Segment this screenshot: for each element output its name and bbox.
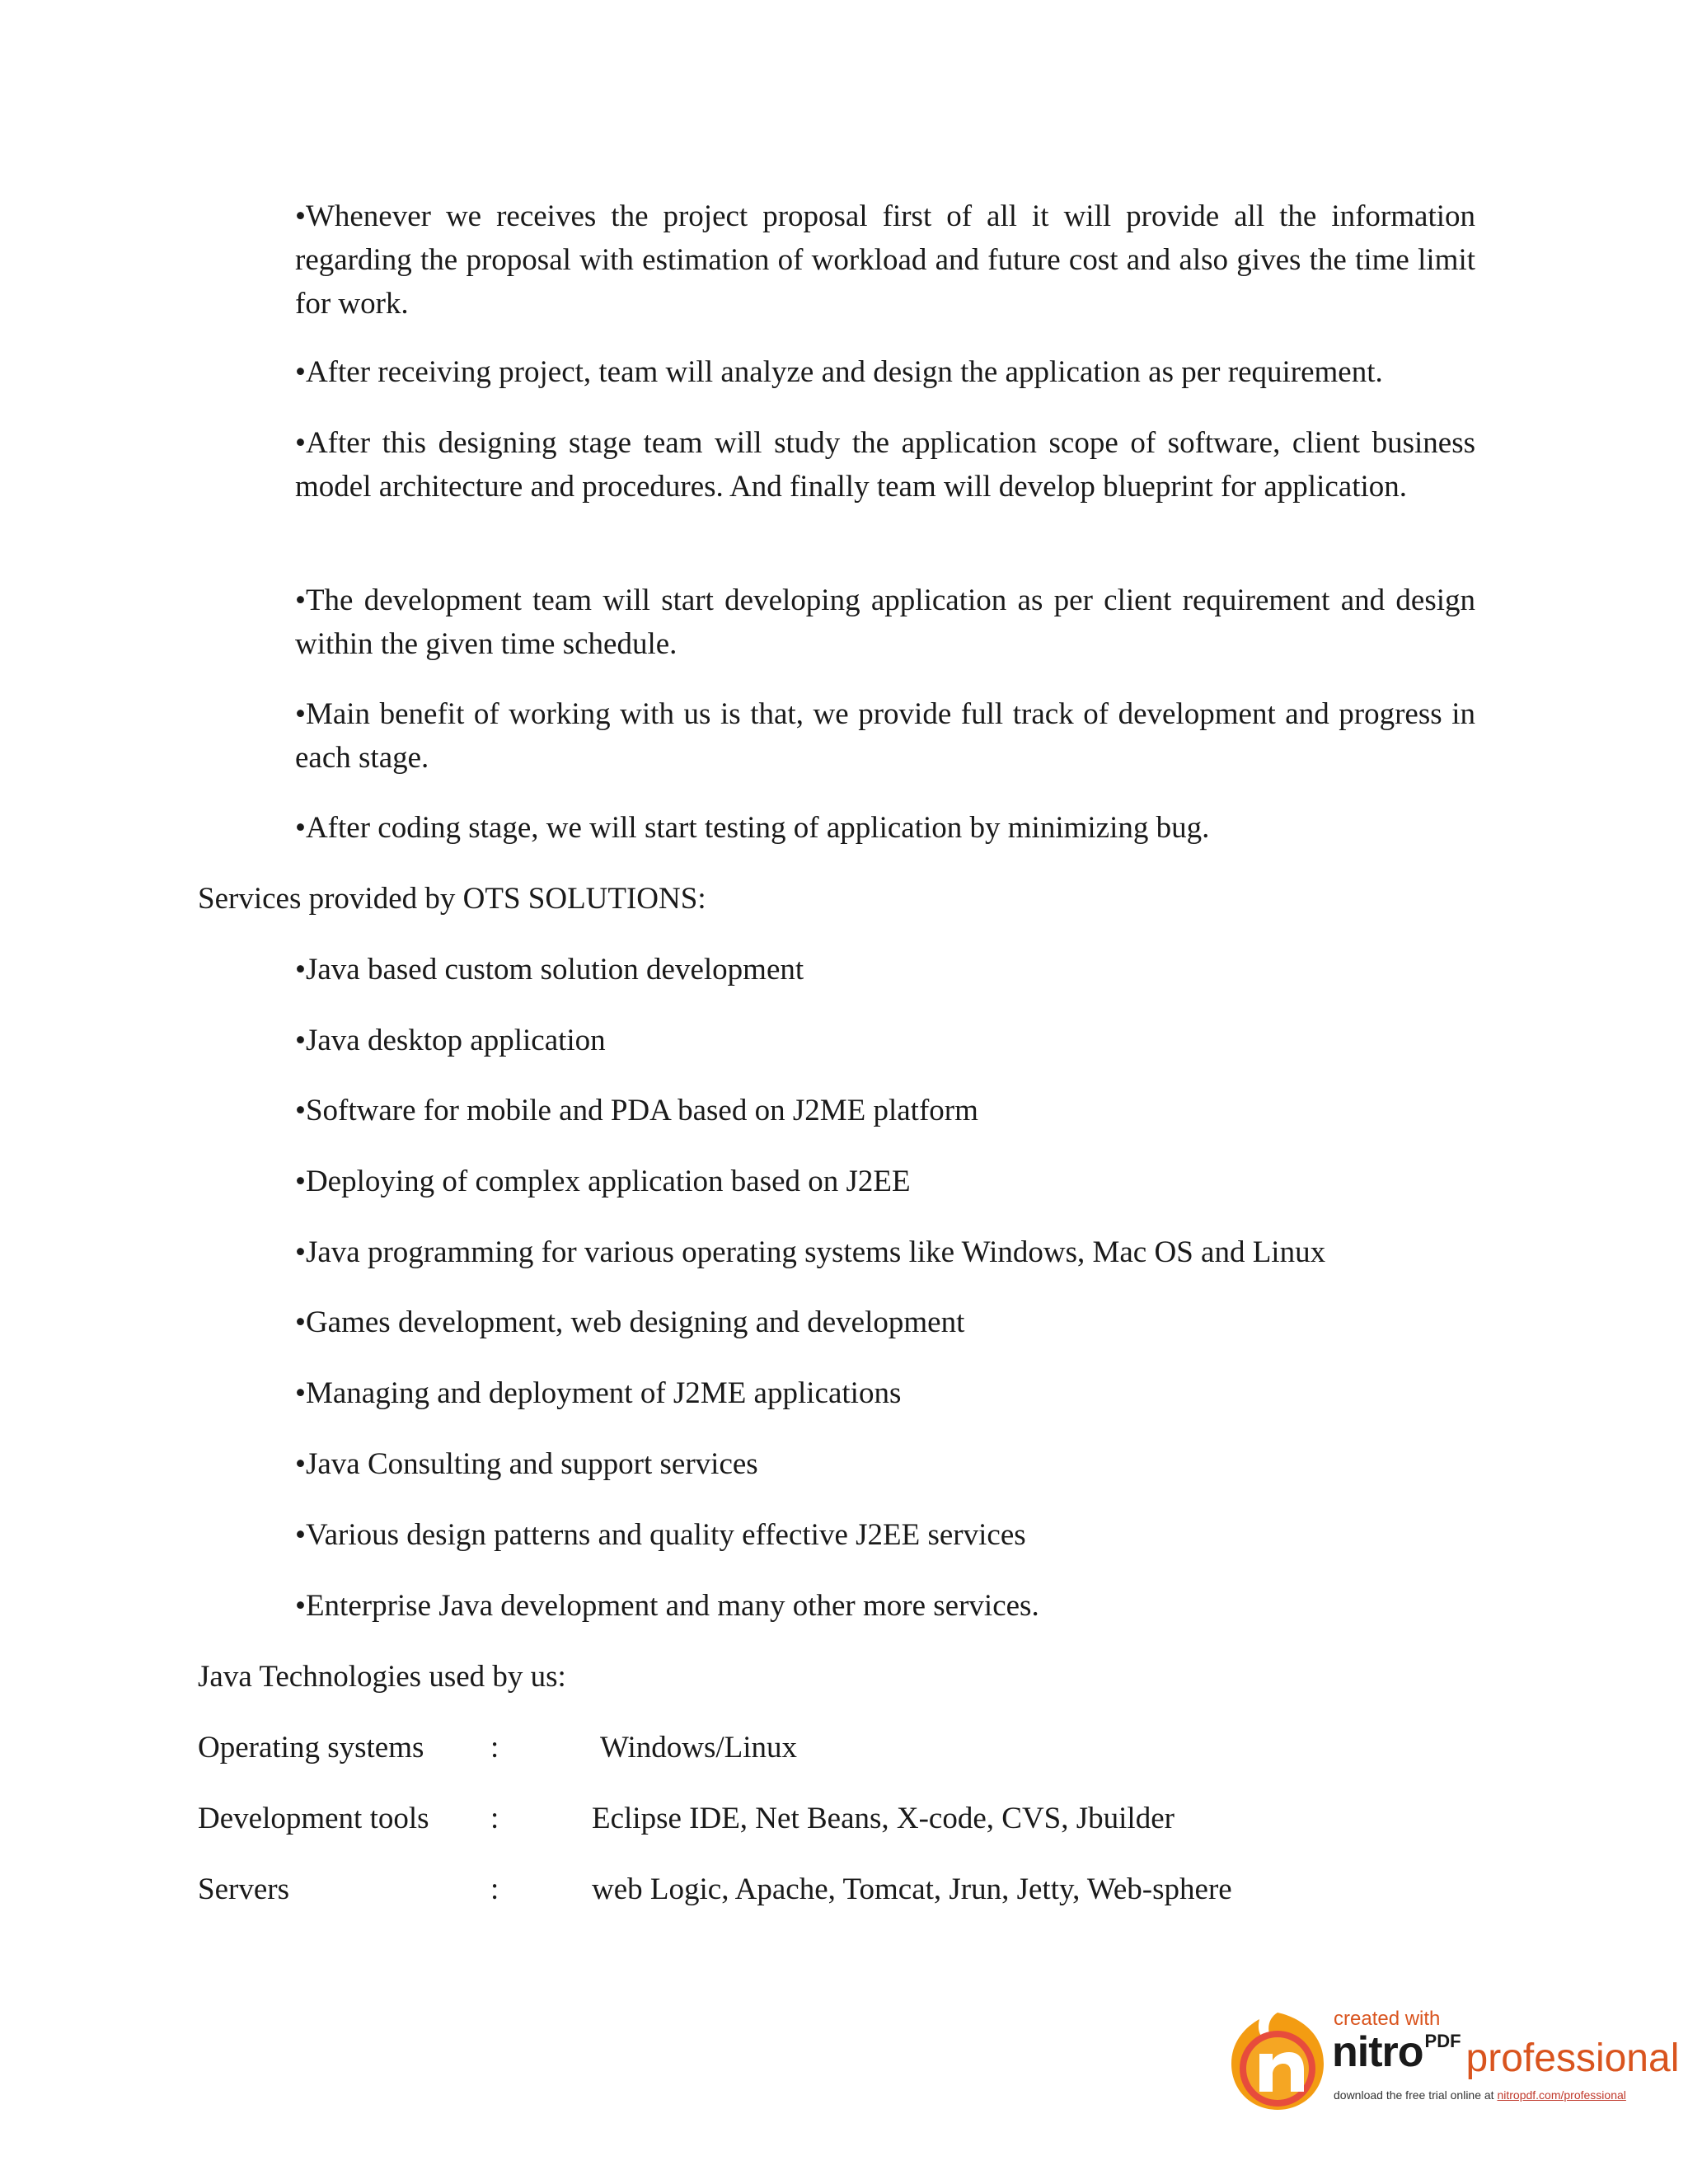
services-heading: Services provided by OTS SOLUTIONS: bbox=[198, 882, 706, 916]
tech-row-development-tools bbox=[198, 1797, 1517, 1840]
nitro-flame-logo-icon bbox=[1226, 2009, 1329, 2111]
service-item: •Deploying of complex application based on J2EE bbox=[295, 1165, 911, 1198]
nitro-brand-text: nitro bbox=[1332, 2028, 1423, 2076]
tech-label: Servers bbox=[198, 1872, 289, 1906]
service-item: •Java desktop application bbox=[295, 1024, 606, 1057]
process-step-4: •The development team will start developing application as per client requirement and design within the given time schedule. bbox=[295, 583, 1475, 661]
service-item: •Games development, web designing and development bbox=[295, 1305, 965, 1339]
process-step-1: •Whenever we receives the project proposal first of all it will provide all the information regarding the proposal with estimation of workload and future cost and also gives the time limit for work. bbox=[295, 199, 1475, 321]
professional-text: professional bbox=[1465, 2036, 1680, 2080]
trial-text: download the free trial online at bbox=[1334, 2088, 1494, 2102]
service-item: •Managing and deployment of J2ME applications bbox=[295, 1376, 902, 1410]
tech-value: Eclipse IDE, Net Beans, X-code, CVS, Jbuilder bbox=[592, 1802, 1175, 1835]
tech-colon: : bbox=[490, 1731, 499, 1765]
technologies-heading: Java Technologies used by us: bbox=[198, 1660, 566, 1694]
service-item: •Java programming for various operating systems like Windows, Mac OS and Linux bbox=[295, 1235, 1326, 1269]
tech-label: Development tools bbox=[198, 1802, 429, 1835]
process-step-5: •Main benefit of working with us is that, we provide full track of development and progress in each stage. bbox=[295, 697, 1475, 775]
tech-row-servers bbox=[198, 1868, 1517, 1911]
process-step-2: •After receiving project, team will analyze and design the application as per requirement. bbox=[295, 355, 1383, 389]
tech-colon: : bbox=[490, 1872, 499, 1906]
created-with-text: created with bbox=[1334, 2008, 1441, 2030]
trial-note bbox=[1334, 2088, 1626, 2102]
tech-colon: : bbox=[490, 1802, 499, 1835]
process-step-3: •After this designing stage team will study the application scope of software, client business model architecture and procedures. And finally team will develop blueprint for application. bbox=[295, 426, 1475, 504]
service-item: •Java based custom solution development bbox=[295, 953, 804, 987]
tech-value: Windows/Linux bbox=[600, 1731, 798, 1765]
trial-link[interactable]: nitropdf.com/professional bbox=[1497, 2088, 1626, 2102]
service-item: •Software for mobile and PDA based on J2ME platform bbox=[295, 1094, 978, 1127]
nitro-pdf-badge bbox=[1218, 2003, 1680, 2118]
service-item: •Various design patterns and quality effective J2EE services bbox=[295, 1518, 1026, 1552]
service-item: •Java Consulting and support services bbox=[295, 1447, 758, 1481]
tech-label: Operating systems bbox=[198, 1731, 424, 1765]
tech-row-operating-systems bbox=[198, 1726, 1517, 1769]
tech-value: web Logic, Apache, Tomcat, Jrun, Jetty, Web-sphere bbox=[592, 1872, 1232, 1906]
pdf-superscript: PDF bbox=[1424, 2031, 1461, 2051]
service-item: •Enterprise Java development and many other more services. bbox=[295, 1589, 1039, 1623]
process-step-6: •After coding stage, we will start testing of application by minimizing bug. bbox=[295, 811, 1210, 845]
